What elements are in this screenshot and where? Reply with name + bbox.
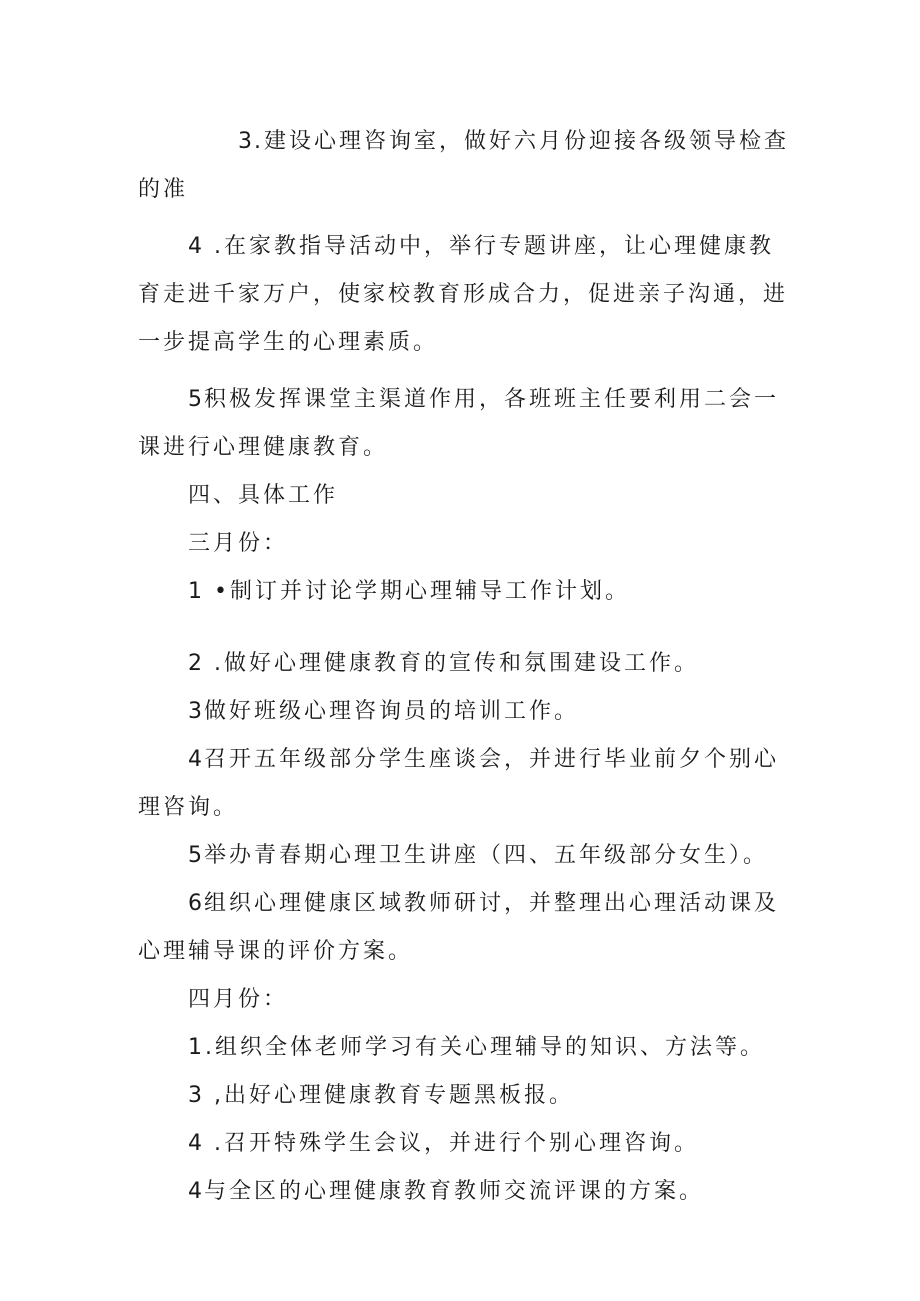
paragraph-item-5-classroom	[138, 376, 794, 472]
month-heading-march	[138, 520, 794, 568]
paragraph-text: 与全区的心理健康教育教师交流评课的方案。	[204, 1179, 705, 1204]
item-number: 6	[188, 891, 204, 916]
march-item-1	[138, 568, 794, 616]
paragraph-text: 积极发挥课堂主渠道作用，各班班主任要利用二会一课进行心理健康教育。	[138, 387, 780, 460]
item-number: 3	[188, 699, 204, 724]
april-item-4-special-students	[138, 1120, 794, 1168]
section-heading-specific-work	[138, 472, 794, 520]
paragraph-text: .建设心理咨询室，做好六月份迎接各级领导检查的准	[138, 129, 789, 202]
paragraph-item-3-counseling-room	[138, 118, 794, 214]
paragraph-text: 1.组织全体老师学习有关心理辅导的知识、方法等。	[188, 1035, 765, 1060]
paragraph-text: 组织心理健康区域教师研讨，并整理出心理活动课及心理辅导课的评价方案。	[138, 891, 780, 964]
paragraph-text: 举办青春期心理卫生讲座（四、五年级部分女生）。	[204, 843, 769, 868]
paragraph-text: ,出好心理健康教育专题黑板报。	[214, 1083, 574, 1108]
march-item-5	[138, 832, 794, 880]
item-number: 1	[188, 579, 204, 604]
paragraph-text: .做好心理健康教育的宣传和氛围建设工作。	[214, 651, 699, 676]
item-number: 4	[188, 1131, 204, 1156]
month-heading-text: 三月份：	[188, 531, 289, 556]
march-item-4	[138, 736, 794, 832]
section-heading-text: 四、具体工作	[188, 483, 339, 508]
paragraph-text: .在家教指导活动中，举行专题讲座，让心理健康教育走进千家万户，使家校教育形成合力，促进亲子沟通，进一步提高学生的心理素质。	[138, 234, 789, 355]
paragraph-text: 召开五年级部分学生座谈会，并进行毕业前夕个别心理咨询。	[138, 747, 780, 820]
april-item-3	[138, 1072, 794, 1120]
document-body	[138, 118, 794, 1216]
item-number: 2	[188, 651, 204, 676]
april-item-4-district-exchange	[138, 1168, 794, 1216]
item-number: 3	[238, 129, 254, 154]
paragraph-text: 做好班级心理咨询员的培训工作。	[204, 699, 580, 724]
item-number: 4	[188, 234, 204, 259]
item-number: 4	[188, 747, 204, 772]
month-heading-april	[138, 976, 794, 1024]
item-number: 4	[188, 1179, 204, 1204]
april-item-1	[138, 1024, 794, 1072]
paragraph-text: .召开特殊学生会议，并进行个别心理咨询。	[214, 1131, 699, 1156]
item-number: 5	[188, 843, 204, 868]
item-number: 3	[188, 1083, 204, 1108]
paragraph-text: •制订并讨论学期心理辅导工作计划。	[214, 579, 630, 604]
paragraph-item-4-family-education	[138, 223, 794, 367]
march-item-6	[138, 880, 794, 976]
march-item-3	[138, 688, 794, 736]
item-number: 5	[188, 387, 204, 412]
month-heading-text: 四月份：	[188, 987, 289, 1012]
march-item-2	[138, 640, 794, 688]
